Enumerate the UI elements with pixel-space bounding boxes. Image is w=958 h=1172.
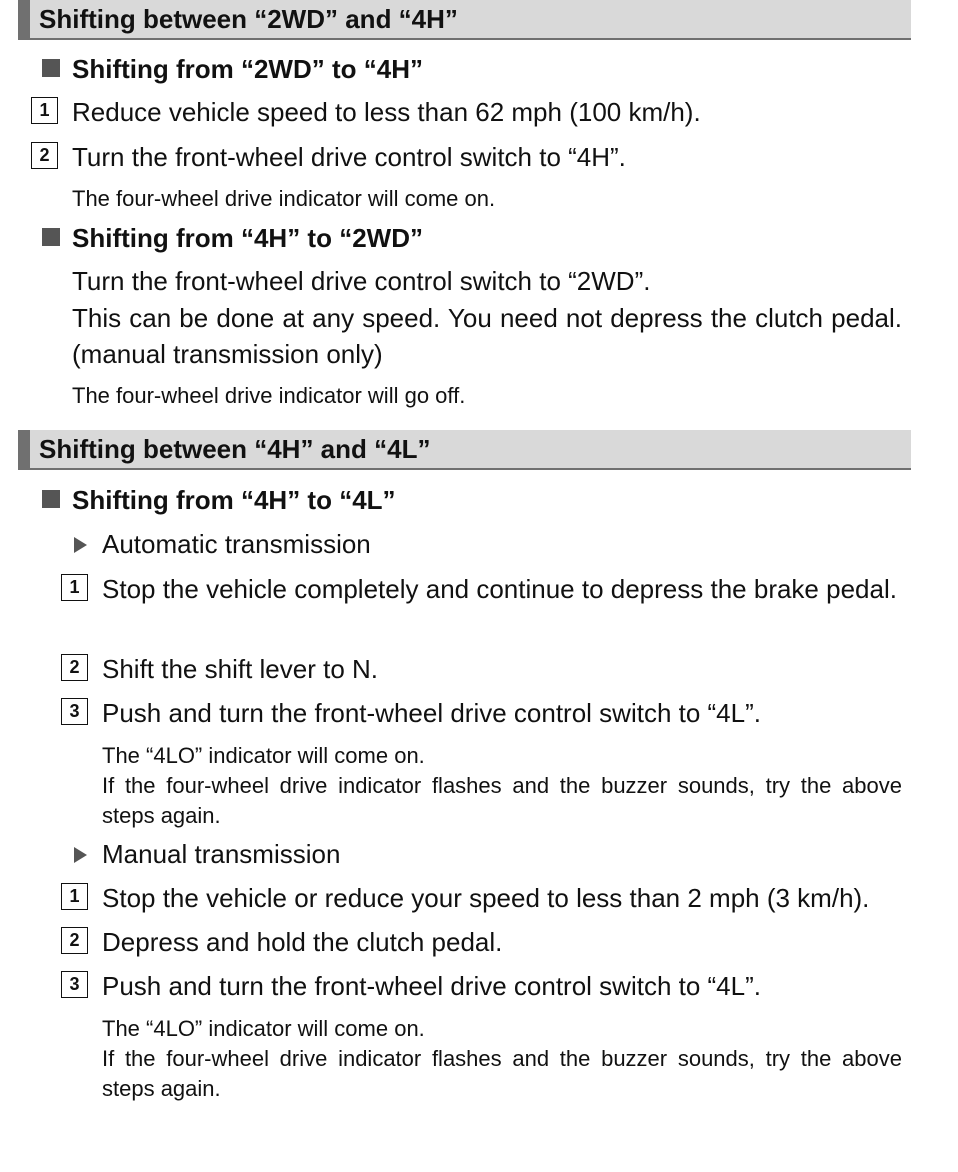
subheading-text: Shifting from “4H” to “2WD” (72, 223, 423, 253)
step-number-badge: 3 (61, 971, 88, 998)
step-number-badge: 1 (61, 883, 88, 910)
note-text: The four-wheel drive indicator will go off. (72, 383, 466, 408)
step-text: Depress and hold the clutch pedal. (102, 927, 503, 957)
body-text: This can be done at any speed. You need not depress the clutch pedal. (manual transmission only) (72, 303, 902, 369)
step-number-badge: 1 (61, 574, 88, 601)
note-text: The “4LO” indicator will come on. (102, 1016, 425, 1041)
subheading-text: Shifting from “4H” to “4L” (72, 485, 396, 515)
transmission-label: Manual transmission (102, 839, 341, 869)
subheading-4h-to-4l (42, 485, 396, 516)
subheading-text: Shifting from “2WD” to “4H” (72, 54, 423, 84)
step-text: Stop the vehicle completely and continue to depress the brake pedal. (102, 574, 897, 604)
step-text: Reduce vehicle speed to less than 62 mph (100 km/h). (72, 97, 701, 127)
square-bullet-icon (42, 59, 60, 77)
step-number-badge: 3 (61, 698, 88, 725)
triangle-bullet-icon (74, 537, 87, 553)
step-text: Stop the vehicle or reduce your speed to less than 2 mph (3 km/h). (102, 883, 870, 913)
note-text: The “4LO” indicator will come on. (102, 743, 425, 768)
step-number-badge: 2 (31, 142, 58, 169)
square-bullet-icon (42, 228, 60, 246)
square-bullet-icon (42, 490, 60, 508)
subheading-2wd-to-4h (42, 54, 423, 85)
triangle-bullet-icon (74, 847, 87, 863)
note-text: The four-wheel drive indicator will come on. (72, 186, 496, 211)
note-text: If the four-wheel drive indicator flashes and the buzzer sounds, try the above steps again. (102, 1046, 902, 1101)
step-text: Shift the shift lever to N. (102, 654, 379, 684)
section-header-2wd-4h (18, 0, 911, 40)
section-header-title: Shifting between “4H” and “4L” (39, 434, 431, 464)
section-header-4h-4l (18, 430, 911, 470)
section-header-title: Shifting between “2WD” and “4H” (39, 4, 458, 34)
step-number-badge: 2 (61, 927, 88, 954)
body-text: Turn the front-wheel drive control switch to “2WD”. (72, 266, 651, 296)
step-text: Push and turn the front-wheel drive control switch to “4L”. (102, 698, 761, 728)
step-text: Push and turn the front-wheel drive control switch to “4L”. (102, 971, 761, 1001)
transmission-label: Automatic transmission (102, 529, 371, 559)
note-text: If the four-wheel drive indicator flashes and the buzzer sounds, try the above steps again. (102, 773, 902, 828)
step-text: Turn the front-wheel drive control switch to “4H”. (72, 142, 626, 172)
step-number-badge: 2 (61, 654, 88, 681)
step-number-badge: 1 (31, 97, 58, 124)
subheading-4h-to-2wd (42, 223, 423, 254)
